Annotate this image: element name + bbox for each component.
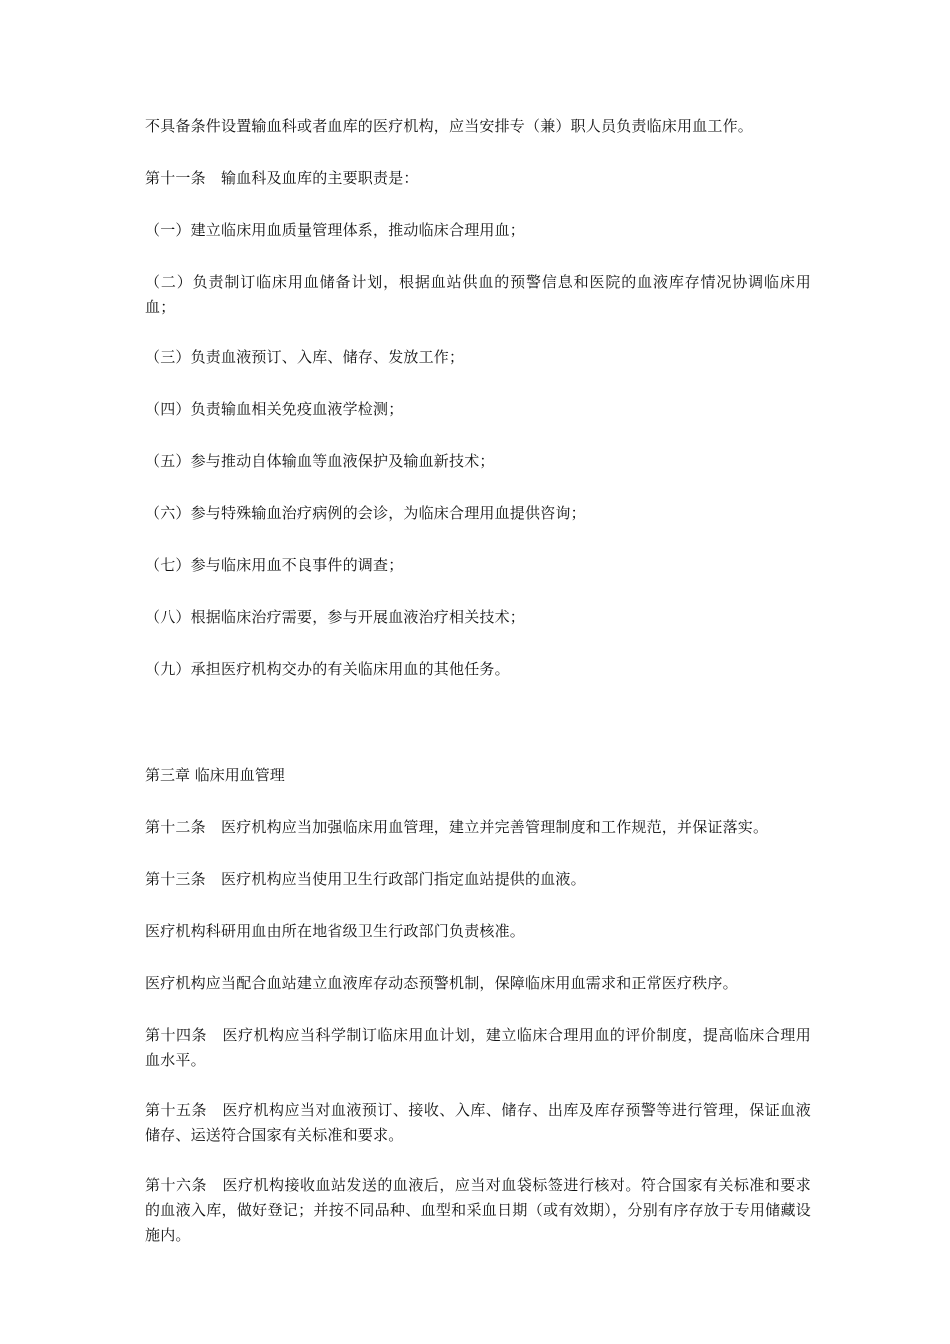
duty-item-1: （一）建立临床用血质量管理体系，推动临床合理用血； xyxy=(145,221,526,239)
article-15: 第十五条 医疗机构应当对血液预订、接收、入库、储存、出库及库存预警等进行管理，保证血液储存、运送符合国家有关标准和要求。 xyxy=(145,1101,811,1144)
duty-item-6: （六）参与特殊输血治疗病例的会诊，为临床合理用血提供咨询； xyxy=(145,504,586,522)
paragraph-research-blood: 医疗机构科研用血由所在地省级卫生行政部门负责核准。 xyxy=(145,922,526,940)
article-11-heading: 第十一条 输血科及血库的主要职责是： xyxy=(145,169,419,187)
duty-item-4: （四）负责输血相关免疫血液学检测； xyxy=(145,400,404,418)
article-16: 第十六条 医疗机构接收血站发送的血液后，应当对血袋标签进行核对。符合国家有关标准和要求的血液入库，做好登记；并按不同品种、血型和采血日期（或有效期），分别有序存放于专用储藏设施内。 xyxy=(145,1176,811,1244)
duty-item-7: （七）参与临床用血不良事件的调查； xyxy=(145,556,404,574)
article-13: 第十三条 医疗机构应当使用卫生行政部门指定血站提供的血液。 xyxy=(145,870,586,888)
document-body xyxy=(145,114,811,1275)
duty-item-3: （三）负责血液预订、入库、储存、发放工作； xyxy=(145,348,465,366)
section-gap xyxy=(145,709,811,763)
paragraph-staffing: 不具备条件设置输血科或者血库的医疗机构，应当安排专（兼）职人员负责临床用血工作。 xyxy=(145,117,754,135)
duty-item-2: （二）负责制订临床用血储备计划，根据血站供血的预警信息和医院的血液库存情况协调临床用血； xyxy=(145,273,811,316)
article-14: 第十四条 医疗机构应当科学制订临床用血计划，建立临床合理用血的评价制度，提高临床合理用血水平。 xyxy=(145,1026,811,1069)
article-12: 第十二条 医疗机构应当加强临床用血管理，建立并完善管理制度和工作规范，并保证落实。 xyxy=(145,818,769,836)
paragraph-inventory-warning: 医疗机构应当配合血站建立血液库存动态预警机制，保障临床用血需求和正常医疗秩序。 xyxy=(145,974,738,992)
chapter-title: 第三章 临床用血管理 xyxy=(145,766,285,784)
duty-item-8: （八）根据临床治疗需要，参与开展血液治疗相关技术； xyxy=(145,608,526,626)
duty-item-9: （九）承担医疗机构交办的有关临床用血的其他任务。 xyxy=(145,660,510,678)
duty-item-5: （五）参与推动自体输血等血液保护及输血新技术； xyxy=(145,452,495,470)
